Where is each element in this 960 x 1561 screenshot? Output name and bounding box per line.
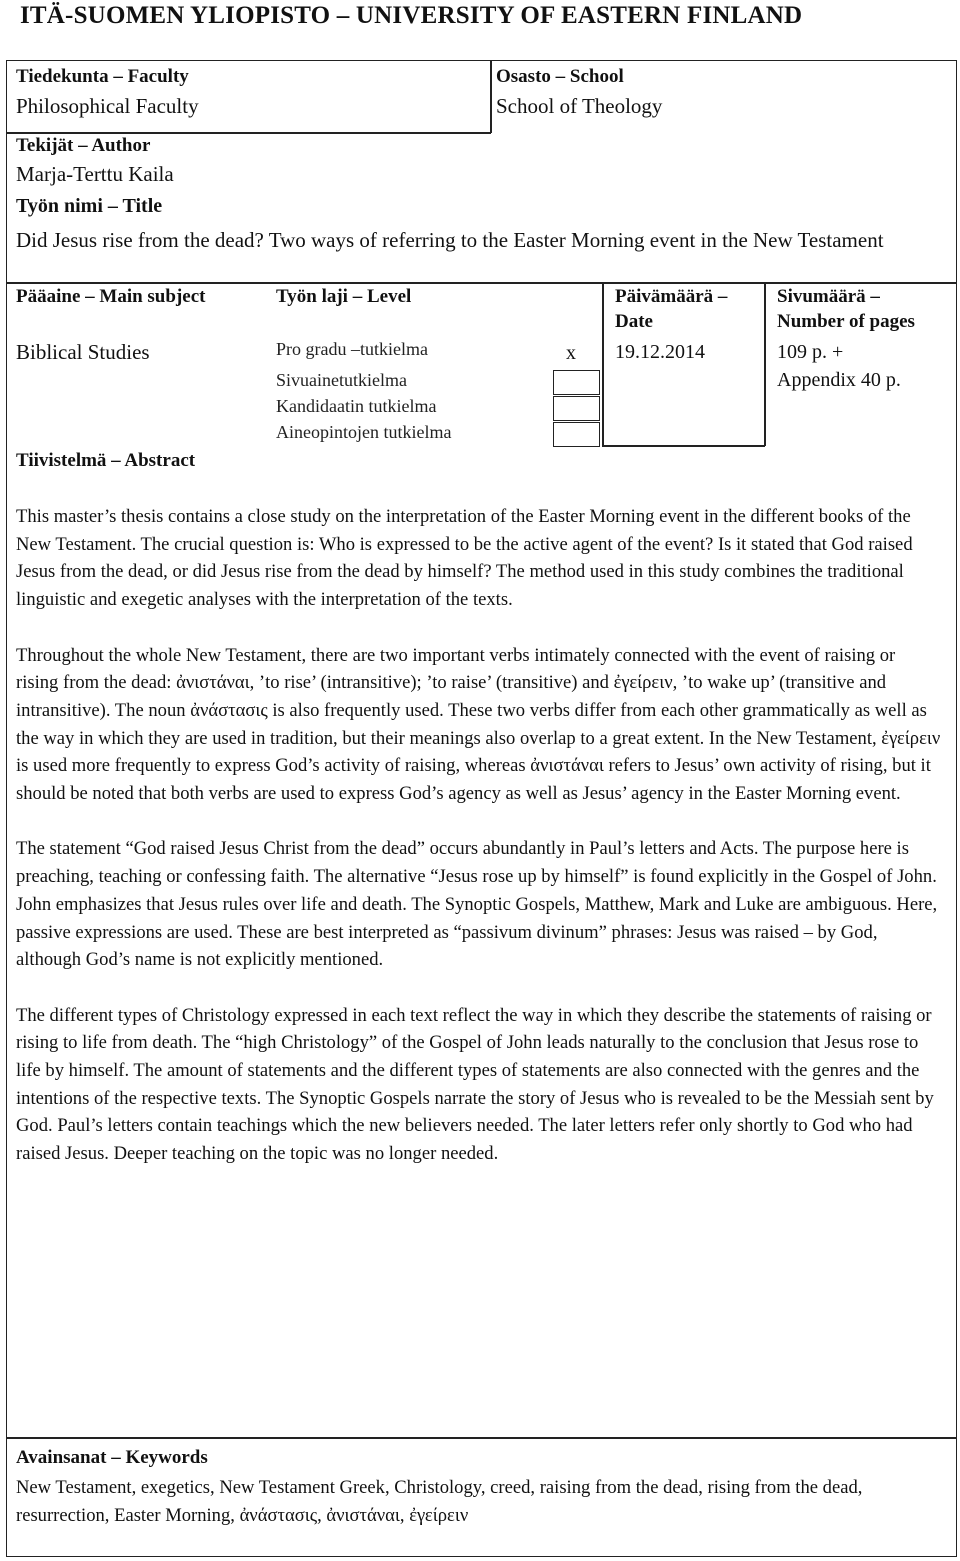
divider-faculty	[6, 132, 491, 134]
divider-keywords	[6, 1437, 957, 1439]
level-option-sivuaine: Sivuainetutkielma	[276, 370, 407, 390]
faculty-value: Philosophical Faculty	[16, 94, 199, 118]
level-checkbox-aineopintojen[interactable]	[553, 422, 600, 447]
date-value: 19.12.2014	[615, 341, 705, 363]
title-label: Työn nimi – Title	[16, 195, 163, 217]
divider-date-column	[602, 282, 604, 446]
level-checkbox-sivuaine[interactable]	[553, 370, 600, 395]
keywords-label: Avainsanat – Keywords	[16, 1447, 208, 1468]
main-subject-value: Biblical Studies	[16, 340, 150, 364]
divider-pages-column	[764, 282, 766, 446]
pages-value-line1: 109 p. +	[777, 341, 844, 363]
keywords-value: New Testament, exegetics, New Testament Greek, Christology, creed, raising from the dead, rising from the dead, resurrection, Easter Morning, ἀνάστασις, ἀνιστάναι, ἐγείρειν	[16, 1477, 863, 1526]
school-label: Osasto – School	[496, 66, 624, 87]
level-checkbox-kandidaatin[interactable]	[553, 396, 600, 421]
date-label-line1: Päivämäärä –	[615, 286, 728, 307]
level-option-pro-gradu: Pro gradu –tutkielma	[276, 339, 428, 359]
level-option-aineopintojen: Aineopintojen tutkielma	[276, 422, 452, 442]
pages-label-line1: Sivumäärä –	[777, 286, 880, 307]
main-subject-label: Pääaine – Main subject	[16, 286, 206, 307]
divider-date-bottom	[602, 445, 765, 447]
date-label-line2: Date	[615, 311, 653, 332]
pages-label-line2: Number of pages	[777, 311, 915, 332]
faculty-label: Tiedekunta – Faculty	[16, 66, 189, 87]
level-label: Työn laji – Level	[276, 286, 412, 307]
level-option-kandidaatin: Kandidaatin tutkielma	[276, 396, 437, 416]
title-value: Did Jesus rise from the dead? Two ways of referring to the Easter Morning event in the New Testament	[16, 228, 884, 252]
abstract-paragraph: Throughout the whole New Testament, there are two important verbs intimately connected with the event of raising or rising from the dead: ἀνιστάναι, ’to rise’ (intransitive); ’to raise’ (transitive) and ἐγείρειν, ’to wake up’ (transitive and intransitive). The noun ἀνάστασις is also frequently used. These two verbs differ from each other grammatically as well as the way in which they are used in tradition, but their meanings also overlap to a great extent. In the New Testament, ἐγείρειν is used more frequently to express God’s activity of raising, whereas ἀνιστάναι refers to Jesus’ own activity of rising, but it should be noted that both verbs are used to express God’s agency as well as Jesus’ agency in the Easter Morning event.	[16, 644, 941, 805]
abstract-paragraph: The statement “God raised Jesus Christ from the dead” occurs abundantly in Paul’s letters and Acts. The purpose here is preaching, teaching or confessing faith. The alternative “Jesus rose up by himself” is found explicitly in the Gospel of John. John emphasizes that Jesus rules over life and death. The Synoptic Gospels, Matthew, Mark and Luke are ambiguous. Here, passive expressions are used. These are best interpreted as “passivum divinum” phrases: Jesus was raised – by God, although God’s name is not explicitly mentioned.	[16, 838, 938, 971]
university-heading: ITÄ-SUOMEN YLIOPISTO – UNIVERSITY OF EASTERN FINLAND	[20, 2, 803, 29]
abstract-body	[16, 503, 941, 1196]
abstract-paragraph: The different types of Christology expressed in each text reflect the way in which they describe the statements of raising or rising to life from death. The “high Christology” of the Gospel of John leads naturally to the conclusion that Jesus rose to life by himself. The amount of statements and the different types of statements are also connected with the genres and the intentions of the respective texts. The Synoptic Gospels narrate the story of Jesus who is revealed to be the Messiah sent by God. Paul’s letters contain teachings which the new believers needed. The later letters refer only shortly to God who had raised Jesus. Deeper teaching on the topic was no longer needed.	[16, 1004, 934, 1165]
school-value: School of Theology	[496, 94, 663, 118]
author-value: Marja-Terttu Kaila	[16, 162, 174, 186]
pages-value-line2: Appendix 40 p.	[777, 369, 901, 391]
level-checkbox-pro-gradu[interactable]: x	[566, 342, 576, 364]
divider-school	[490, 60, 492, 133]
author-label: Tekijät – Author	[16, 135, 151, 156]
divider-subject-header	[6, 282, 957, 284]
abstract-label: Tiivistelmä – Abstract	[16, 450, 196, 471]
abstract-paragraph: This master’s thesis contains a close study on the interpretation of the Easter Morning event in the different books of the New Testament. The crucial question is: Who is expressed to be the active agent of the event? Is it stated that God raised Jesus from the dead, or did Jesus rise from the dead by himself? The method used in this study combines the traditional linguistic and exegetic analyses with the interpretation of the texts.	[16, 506, 913, 611]
